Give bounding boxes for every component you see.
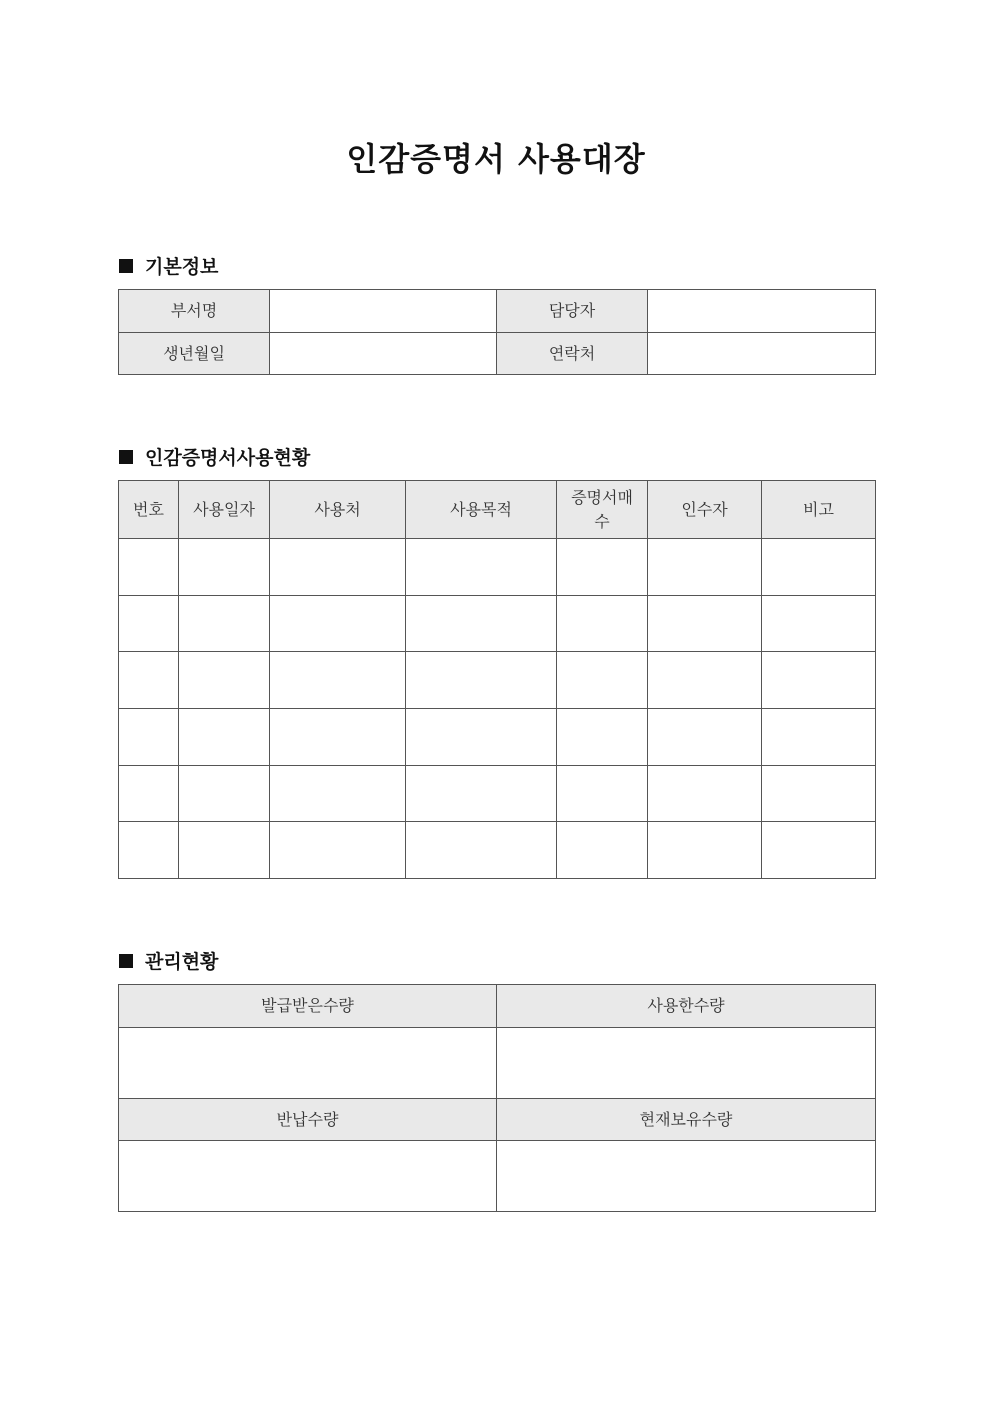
- use-place-cell[interactable]: [270, 766, 406, 822]
- square-bullet-icon: [119, 450, 133, 464]
- department-field[interactable]: [270, 290, 497, 333]
- remarks-cell[interactable]: [762, 766, 876, 822]
- copies-cell[interactable]: [557, 709, 648, 766]
- contact-label: 연락처: [497, 333, 648, 375]
- use-date-cell[interactable]: [179, 652, 270, 709]
- col-header-use-date: 사용일자: [179, 481, 270, 539]
- basic-info-heading: [119, 252, 218, 279]
- current-qty-field[interactable]: [497, 1141, 876, 1212]
- basic-info-row: [119, 333, 876, 375]
- manager-field[interactable]: [648, 290, 876, 333]
- basic-info-table: [118, 289, 876, 375]
- returned-qty-field[interactable]: [119, 1141, 497, 1212]
- remarks-cell[interactable]: [762, 709, 876, 766]
- remarks-cell[interactable]: [762, 822, 876, 879]
- use-date-cell[interactable]: [179, 766, 270, 822]
- table-row: [119, 539, 876, 596]
- issued-qty-label: 발급받은수량: [119, 985, 497, 1028]
- department-label: 부서명: [119, 290, 270, 333]
- basic-info-row: [119, 290, 876, 333]
- use-date-cell[interactable]: [179, 822, 270, 879]
- management-heading-text: 관리현황: [145, 951, 219, 973]
- returned-qty-label: 반납수량: [119, 1099, 497, 1141]
- usage-status-heading: [119, 443, 310, 470]
- use-place-cell[interactable]: [270, 596, 406, 652]
- use-place-cell[interactable]: [270, 652, 406, 709]
- col-header-use-place: 사용처: [270, 481, 406, 539]
- use-date-cell[interactable]: [179, 539, 270, 596]
- management-value-row: [119, 1028, 876, 1099]
- table-row: [119, 652, 876, 709]
- number-cell[interactable]: [119, 539, 179, 596]
- number-cell[interactable]: [119, 596, 179, 652]
- use-place-cell[interactable]: [270, 539, 406, 596]
- usage-status-heading-text: 인감증명서사용현황: [145, 447, 311, 469]
- purpose-cell[interactable]: [406, 596, 557, 652]
- use-place-cell[interactable]: [270, 822, 406, 879]
- management-heading: [119, 947, 218, 974]
- square-bullet-icon: [119, 259, 133, 273]
- table-row: [119, 766, 876, 822]
- col-header-copies: 증명서매수: [557, 481, 648, 539]
- copies-cell[interactable]: [557, 539, 648, 596]
- use-place-cell[interactable]: [270, 709, 406, 766]
- purpose-cell[interactable]: [406, 539, 557, 596]
- copies-cell[interactable]: [557, 822, 648, 879]
- number-cell[interactable]: [119, 709, 179, 766]
- remarks-cell[interactable]: [762, 539, 876, 596]
- remarks-cell[interactable]: [762, 652, 876, 709]
- birthdate-label: 생년월일: [119, 333, 270, 375]
- col-header-receiver: 인수자: [648, 481, 762, 539]
- purpose-cell[interactable]: [406, 709, 557, 766]
- col-header-number: 번호: [119, 481, 179, 539]
- management-header-row: [119, 985, 876, 1028]
- contact-field[interactable]: [648, 333, 876, 375]
- management-value-row: [119, 1141, 876, 1212]
- management-header-row: [119, 1099, 876, 1141]
- receiver-cell[interactable]: [648, 539, 762, 596]
- purpose-cell[interactable]: [406, 652, 557, 709]
- remarks-cell[interactable]: [762, 596, 876, 652]
- receiver-cell[interactable]: [648, 652, 762, 709]
- birthdate-field[interactable]: [270, 333, 497, 375]
- receiver-cell[interactable]: [648, 596, 762, 652]
- table-row: [119, 596, 876, 652]
- basic-info-heading-text: 기본정보: [145, 256, 219, 278]
- square-bullet-icon: [119, 954, 133, 968]
- copies-cell[interactable]: [557, 596, 648, 652]
- use-date-cell[interactable]: [179, 709, 270, 766]
- table-row: [119, 709, 876, 766]
- number-cell[interactable]: [119, 766, 179, 822]
- col-header-purpose: 사용목적: [406, 481, 557, 539]
- use-date-cell[interactable]: [179, 596, 270, 652]
- purpose-cell[interactable]: [406, 766, 557, 822]
- used-qty-label: 사용한수량: [497, 985, 876, 1028]
- copies-cell[interactable]: [557, 652, 648, 709]
- receiver-cell[interactable]: [648, 766, 762, 822]
- page-title: 인감증명서 사용대장: [346, 140, 646, 178]
- current-qty-label: 현재보유수량: [497, 1099, 876, 1141]
- usage-status-table: [118, 480, 876, 879]
- number-cell[interactable]: [119, 652, 179, 709]
- number-cell[interactable]: [119, 822, 179, 879]
- usage-header-row: [119, 481, 876, 539]
- table-row: [119, 822, 876, 879]
- management-table: [118, 984, 876, 1212]
- used-qty-field[interactable]: [497, 1028, 876, 1099]
- issued-qty-field[interactable]: [119, 1028, 497, 1099]
- manager-label: 담당자: [497, 290, 648, 333]
- receiver-cell[interactable]: [648, 822, 762, 879]
- receiver-cell[interactable]: [648, 709, 762, 766]
- copies-cell[interactable]: [557, 766, 648, 822]
- purpose-cell[interactable]: [406, 822, 557, 879]
- col-header-remarks: 비고: [762, 481, 876, 539]
